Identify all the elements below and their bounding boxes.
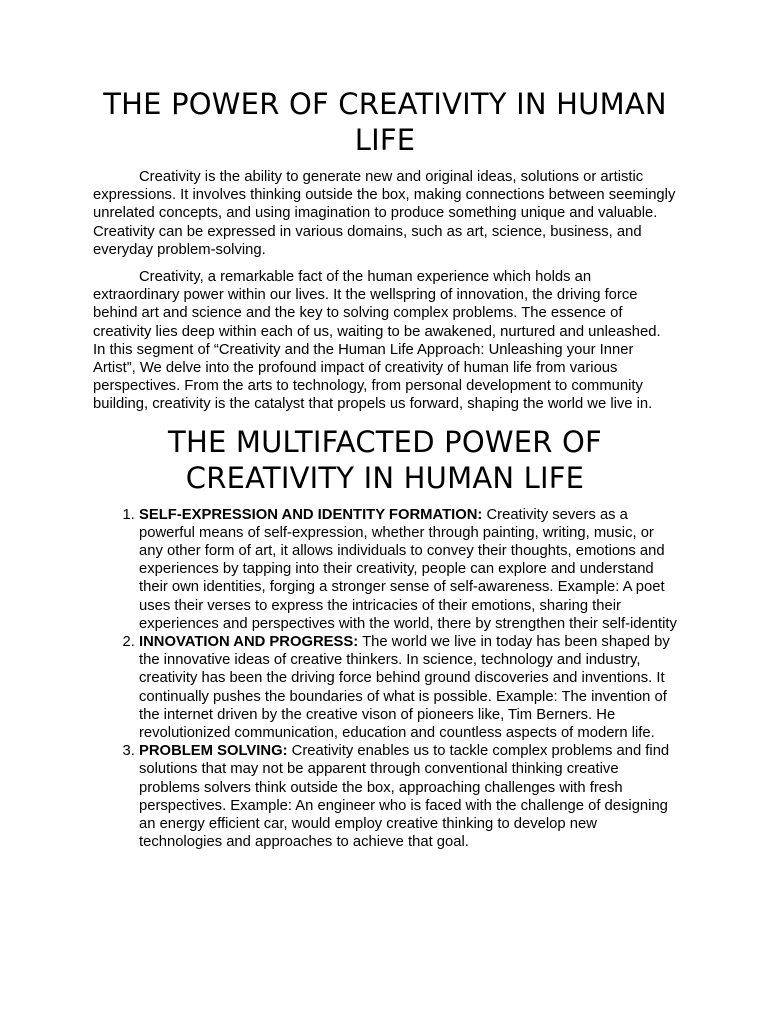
list-item-text: The world we live in today has been shaped by the innovative ideas of creative thinkers. In science, technology and industry, creativity has been the driving force behind ground discoveries and inventions. It continually pushes the boundaries of what is possible. Example: The invention of the internet driven by the creative vison of pioneers like, Tim Berners. He revolutionized communication, education and countless aspects of modern life.: [139, 634, 670, 742]
list-item: [139, 742, 677, 851]
list-item-lead: SELF-EXPRESSION AND IDENTITY FORMATION:: [139, 506, 483, 523]
list-item-text: Creativity severs as a powerful means of self-expression, whether through painting, writing, music, or any other form of art, it allows individuals to convey their thoughts, emotions and experiences by tapping into their creativity, people can explore and understand their own identities, forging a stronger sense of self-awareness. Example: A poet uses their verses to express the intricacies of their emotions, sharing their experiences and perspectives with the world, there by strengthen their self-identity: [139, 506, 677, 632]
numbered-list: [93, 506, 677, 852]
list-item-text: Creativity enables us to tackle complex problems and find solutions that may not be apparent through conventional thinking creative problems solvers think outside the box, approaching challenges with fresh perspectives. Example: An engineer who is faced with the challenge of designing an energy efficient car, would employ creative thinking to develop new technologies and approaches to achieve that goal.: [139, 743, 670, 851]
document-title: THE POWER OF CREATIVITY IN HUMAN LIFE: [103, 87, 667, 157]
section-heading: THE MULTIFACTED POWER OF CREATIVITY IN HUMAN LIFE: [168, 424, 602, 495]
list-item: [139, 506, 677, 633]
intro-paragraph-2: Creativity, a remarkable fact of the human experience which holds an extraordinary power within our lives. It the wellspring of innovation, the driving force behind art and science and the key to solving complex problems. The essence of creativity lies deep within each of us, waiting to be awakened, nurtured and unleashed. In this segment of “Creativity and the Human Life Approach: Unleashing your Inner Artist”, We delve into the profound impact of creativity of human life from various perspectives. From the arts to technology, from personal development to community building, creativity is the catalyst that propels us forward, shaping the world we live in.: [93, 269, 661, 413]
list-item-lead: INNOVATION AND PROGRESS:: [139, 634, 359, 651]
list-item: [139, 633, 677, 742]
intro-paragraph-1: Creativity is the ability to generate new and original ideas, solutions or artistic expressions. It involves thinking outside the box, making connections between seemingly unrelated concepts, and using imagination to produce something unique and valuable. Creativity can be expressed in various domains, such as art, science, business, and everyday problem-solving.: [93, 169, 676, 258]
list-item-lead: PROBLEM SOLVING:: [139, 743, 288, 760]
document-body: [93, 86, 677, 852]
